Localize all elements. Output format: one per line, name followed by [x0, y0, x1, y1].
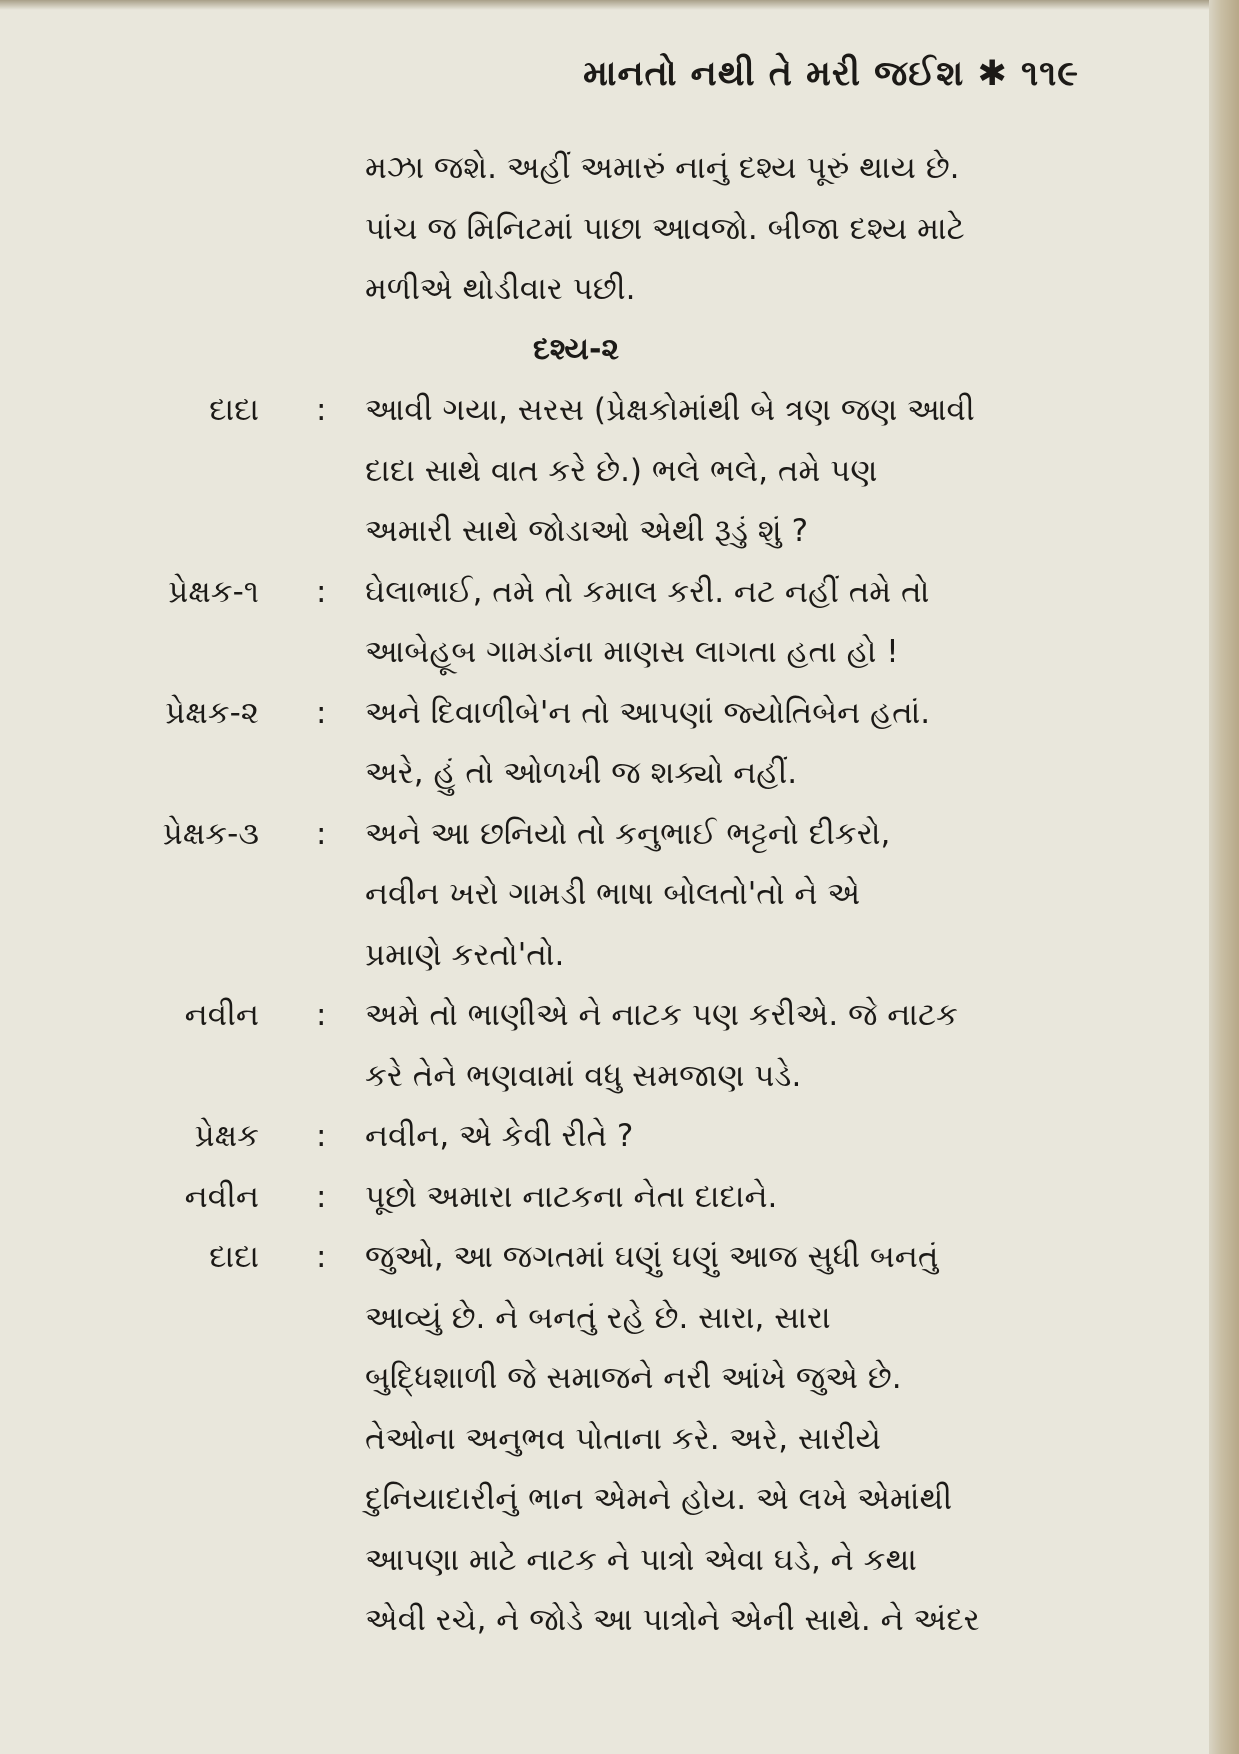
text-line [0, 683, 1239, 744]
line-text: અમારી સાથે જોડાઓ એથી રૂડું શું ? [365, 513, 809, 549]
line-text: જુઓ, આ જગતમાં ઘણું ઘણું આજ સુધી બનતું [365, 1239, 939, 1275]
line-text: નવીન, એ કેવી રીતે ? [365, 1118, 634, 1154]
line-text: પૂછો અમારા નાટકના નેતા દાદાને. [365, 1178, 778, 1215]
line-text: એવી રચે, ને જોડે આ પાત્રોને એની સાથે. ને અંદર [365, 1602, 980, 1638]
text-line [0, 925, 1239, 986]
speaker-colon: : [316, 1118, 327, 1154]
line-text: અને આ છનિયો તો કનુભાઈ ભટ્ટનો દીકરો, [365, 815, 891, 852]
page-top-edge [0, 0, 1239, 10]
line-text: અમે તો ભાણીએ ને નાટક પણ કરીએ. જે નાટક [365, 997, 958, 1033]
speaker-colon: : [316, 1178, 327, 1215]
line-text: નવીન ખરો ગામડી ભાષા બોલતો'તો ને એ [365, 876, 861, 912]
line-text: ઘેલાભાઈ, તમે તો કમાલ કરી. નટ નહીં તમે તો [365, 573, 930, 610]
scene-heading-line [0, 320, 1239, 381]
line-text: મઝા જશે. અહીં અમારું નાનું દશ્ય પૂરું થાય છે. [365, 150, 960, 186]
text-line [0, 1167, 1239, 1228]
line-text: પાંચ જ મિનિટમાં પાછા આવજો. બીજા દશ્ય માટે [365, 210, 965, 247]
text-line [0, 1409, 1239, 1470]
speaker-colon: : [316, 1239, 327, 1275]
text-line [0, 1288, 1239, 1349]
text-line [0, 501, 1239, 562]
scene-title: દશ્ય-૨ [533, 331, 620, 367]
line-text: આવી ગયા, સરસ (પ્રેક્ષકોમાંથી બે ત્રણ જણ આવી [365, 392, 975, 428]
text-line [0, 259, 1239, 320]
text-line [0, 804, 1239, 865]
text-line [0, 1046, 1239, 1107]
line-text: અરે, હું તો ઓળખી જ શક્યો નહીં. [365, 755, 798, 791]
text-line [0, 743, 1239, 804]
text-line [0, 1227, 1239, 1288]
speaker-label: પ્રેક્ષક-૨ [165, 694, 259, 731]
speaker-colon: : [316, 694, 327, 731]
text-line [0, 622, 1239, 683]
speaker-colon: : [316, 573, 327, 610]
line-text: દાદા સાથે વાત કરે છે.) ભલે ભલે, તમે પણ [365, 452, 878, 489]
line-text: આવ્યું છે. ને બનતું રહે છે. સારા, સારા [365, 1299, 831, 1336]
text-line [0, 1590, 1239, 1651]
speaker-label: દાદા [209, 1239, 259, 1275]
text-line [0, 380, 1239, 441]
line-text: આબેહૂબ ગામડાંના માણસ લાગતા હતા હો ! [365, 634, 899, 670]
line-text: મળીએ થોડીવાર પછી. [365, 271, 636, 307]
speaker-label: પ્રેક્ષક-૩ [162, 815, 259, 852]
dialogue-block [0, 138, 1239, 1651]
speaker-label: પ્રેક્ષક [194, 1118, 259, 1154]
text-line [0, 1106, 1239, 1167]
line-text: આપણા માટે નાટક ને પાત્રો એવા ઘડે, ને કથા [365, 1541, 917, 1578]
speaker-label: નવીન [184, 997, 259, 1033]
text-line [0, 1348, 1239, 1409]
line-text: અને દિવાળીબે'ન તો આપણાં જ્યોતિબેન હતાં. [365, 694, 931, 731]
text-line [0, 864, 1239, 925]
speaker-label: પ્રેક્ષક-૧ [168, 573, 259, 610]
speaker-label: દાદા [209, 392, 259, 428]
line-text: કરે તેને ભણવામાં વધુ સમજાણ પડે. [365, 1057, 802, 1094]
speaker-colon: : [316, 392, 327, 428]
text-line [0, 985, 1239, 1046]
line-text: દુનિયાદારીનું ભાન એમને હોય. એ લખે એમાંથી [365, 1481, 953, 1517]
running-header: માનતો નથી તે મરી જઈશ ✱ ૧૧૯ [583, 54, 1079, 94]
line-text: તેઓના અનુભવ પોતાના કરે. અરે, સારીયે [365, 1420, 881, 1457]
text-line [0, 441, 1239, 502]
speaker-colon: : [316, 815, 327, 852]
text-line [0, 562, 1239, 623]
line-text: બુદ્ધિશાળી જે સમાજને નરી આંખે જુએ છે. [365, 1360, 902, 1396]
text-line [0, 138, 1239, 199]
text-line [0, 1530, 1239, 1591]
text-line [0, 199, 1239, 260]
line-text: પ્રમાણે કરતો'તો. [365, 936, 565, 973]
speaker-label: નવીન [184, 1178, 259, 1215]
text-line [0, 1469, 1239, 1530]
speaker-colon: : [316, 997, 327, 1033]
